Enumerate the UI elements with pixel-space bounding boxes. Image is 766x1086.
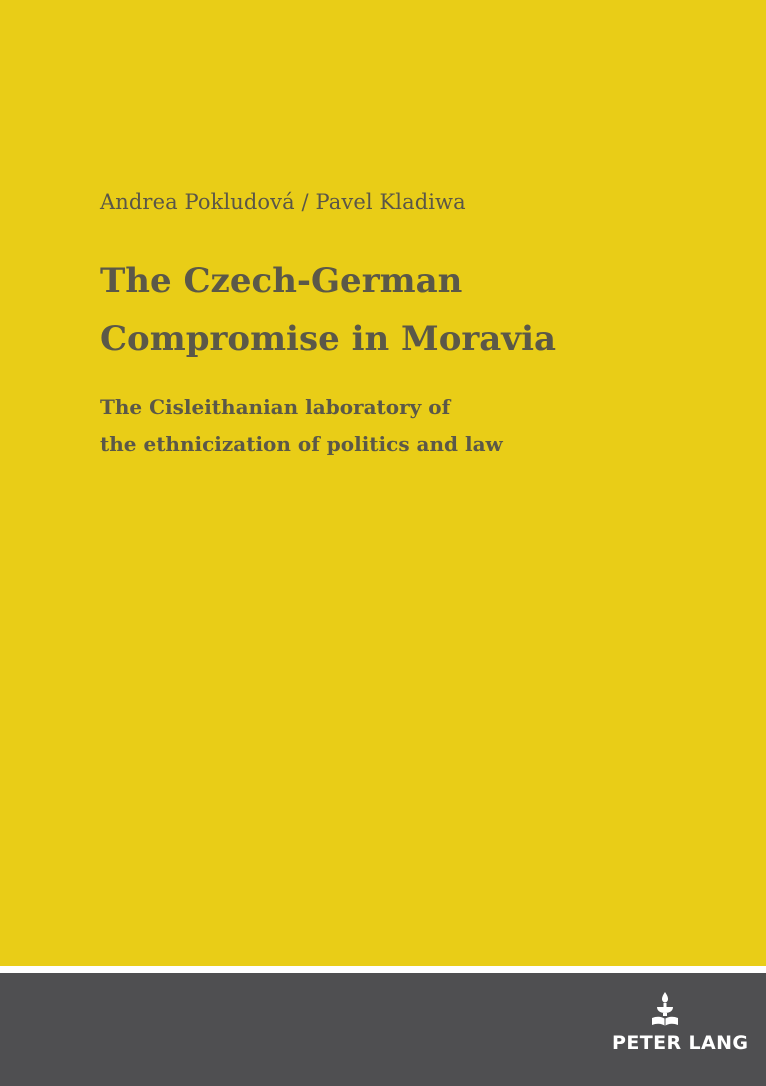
subtitle-line: The Cisleithanian laboratory of (100, 395, 451, 419)
lamp-on-book-icon (651, 992, 679, 1028)
title-line: Compromise in Moravia (100, 319, 557, 359)
divider-stripe (0, 966, 766, 973)
title-line: The Czech-German (100, 261, 463, 301)
publisher-name: PETER LANG (612, 1032, 749, 1054)
book-subtitle (100, 389, 503, 463)
publisher-logo (612, 992, 749, 1060)
authors: Andrea Pokludová / Pavel Kladiwa (100, 190, 466, 214)
book-title (100, 252, 556, 368)
subtitle-line: the ethnicization of politics and law (100, 432, 503, 456)
